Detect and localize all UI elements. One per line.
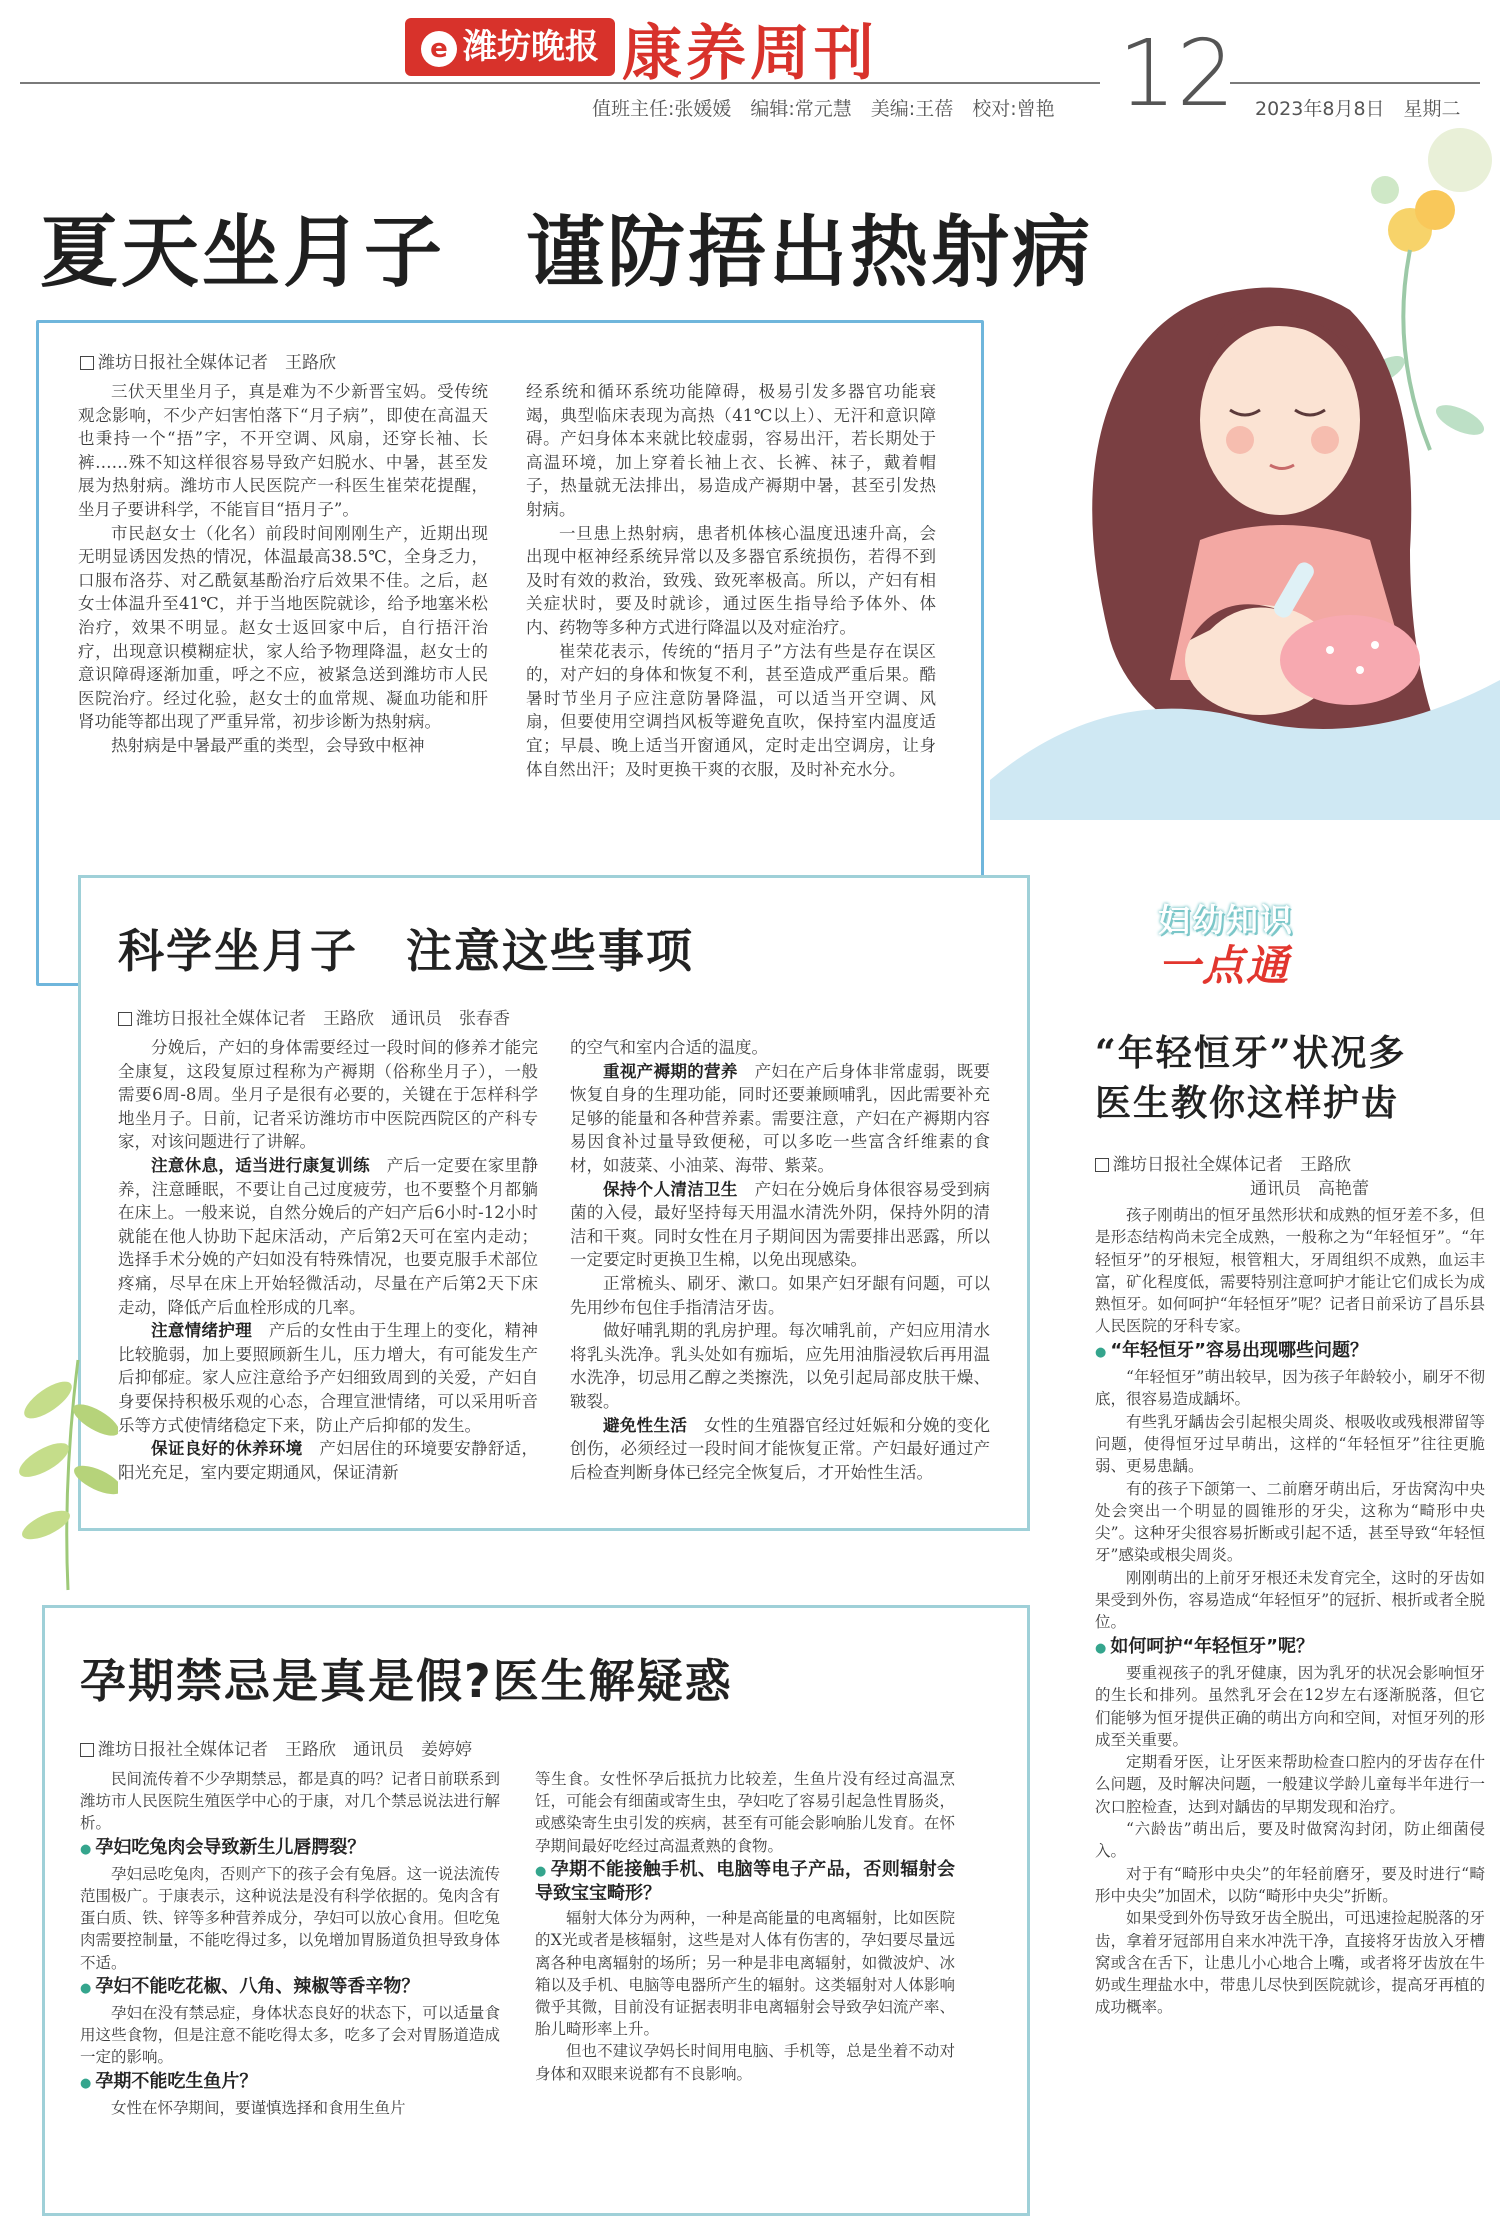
article3-headline: 孕期禁忌是真是假?医生解疑惑 [80,1654,733,1708]
subheading: ● 孕期不能吃生鱼片？ [80,2071,500,2095]
body-paragraph: 做好哺乳期的乳房护理。每次哺乳前，产妇应用清水将乳头洗净。乳头处如有痂垢，应先用油脂浸软后再用温水洗净，切忌用乙醇之类擦洗，以免引起局部皮肤干燥、皲裂。 [570,1321,990,1411]
lead-text: 产妇在产后身体非常虚弱，既要恢复自身的生理功能，同时还要兼顾哺乳，因此需要补充足够的能量和各种营养素。需要注意，产妇在产褥期内容易因食补过量导致便秘，可以多吃一些富含纤维素的食材，如菠菜、小油菜、海带、紫菜。 [570,1061,991,1175]
leaf-decoration-icon [8,1340,118,1600]
page-number: 12 [1118,20,1236,127]
sidebar-headline-line1: “年轻恒牙”状况多 [1095,1032,1407,1074]
body-paragraph: 有些乳牙龋齿会引起根尖周炎、根吸收或残根滞留等问题，使得恒牙过早萌出，这样的“年轻恒牙”往往更脆弱、更易患龋。 [1095,1412,1485,1476]
body-paragraph: 刚刚萌出的上前牙牙根还未发育完全，这时的牙齿如果受到外伤，容易造成“年轻恒牙”的冠折、根折或者全脱位。 [1095,1568,1485,1632]
article3-col1 [80,1768,500,2119]
lead-heading: 重视产褥期的营养 [603,1061,738,1081]
badge-bottom-text: 一点通 [1158,941,1291,990]
subheading: ● 孕妇不能吃花椒、八角、辣椒等香辛物？ [80,1976,500,2000]
body-paragraph: 要重视孩子的乳牙健康，因为乳牙的状况会影响恒牙的生长和排列。虽然乳牙会在12岁左右逐渐脱落，但它们能够为恒牙提供正确的萌出方向和空间，对恒牙列的形成至关重要。 [1095,1663,1485,1749]
lead-paragraph [118,1154,538,1319]
editor-credits: 值班主任:张媛媛 编辑:常元慧 美编:王蓓 校对:曾艳 [592,98,1055,120]
sidebar-body [1095,1204,1485,2019]
body-paragraph: “六龄齿”萌出后，要及时做窝沟封闭，防止细菌侵入。 [1095,1820,1485,1861]
subheading: ● 孕妇吃兔肉会导致新生儿唇腭裂？ [80,1837,500,1861]
lead-paragraph [570,1178,990,1272]
sidebar-headline-line2: 医生教你这样护齿 [1095,1082,1400,1124]
body-paragraph: 分娩后，产妇的身体需要经过一段时间的修养才能完全康复，这段复原过程称为产褥期（俗称坐月子），一般需要6周-8周。坐月子是很有必要的，关键在于怎样科学地坐月子。日前，记者采访潍坊市中医院西院区的产科专家，对该问题进行了讲解。 [118,1038,538,1152]
lead-text: 产妇居住的环境要安静舒适，阳光充足，室内要定期通风，保证清新 [118,1439,539,1482]
article1-paragraph: 一旦患上热射病，患者机体核心温度迅速升高，会出现中枢神经系统异常以及多器官系统损伤，若得不到及时有效的救治，致残、致死率极高。所以，产妇有相关症状时，要及时就诊，通过医生指导给予体外、体内、药物等多种方式进行降温以及对症治疗。 [526,523,936,637]
body-paragraph: 对于有“畸形中央尖”的年轻前磨牙，要及时进行“畸形中央尖”加固术，以防“畸形中央尖”折断。 [1095,1864,1485,1905]
body-paragraph: “年轻恒牙”萌出较早，因为孩子年龄较小，刷牙不彻底，很容易造成龋坏。 [1095,1368,1485,1409]
subheading: ● 孕期不能接触手机、电脑等电子产品，否则辐射会导致宝宝畸形？ [535,1859,955,1905]
body-paragraph: 女性在怀孕期间，要谨慎选择和食用生鱼片 [111,2098,406,2117]
lead-heading: 保证良好的休养环境 [151,1439,303,1459]
body-paragraph: 孕妇忌吃兔肉，否则产下的孩子会有兔唇。这一说法流传范围极广。于康表示，这种说法是没有科学依据的。兔肉含有蛋白质、铁、锌等多种营养成分，孕妇可以放心食用。但吃兔肉需要控制量，不能吃得过多，以免增加胃肠道负担导致身体不适。 [80,1864,500,1972]
lead-heading: 保持个人清洁卫生 [603,1179,738,1199]
byline-square-icon [80,1743,94,1757]
paper-logo-icon: e [421,31,457,67]
masthead-rule-right [1230,82,1480,84]
column-badge [1158,895,1358,990]
lead-heading: 避免性生活 [603,1415,688,1435]
lead-text: 女性的生殖器官经过妊娠和分娩的变化创伤，必须经过一段时间才能恢复正常。产妇最好通过产后检查判断身体已经完全恢复后，才开始性生活。 [570,1415,991,1482]
body-paragraph: 辐射大体分为两种，一种是高能量的电离辐射，比如医院的X光或者是核辐射，这些是对人体有伤害的，孕妇要尽量远离各种电离辐射的场所；另一种是非电离辐射，如微波炉、冰箱以及手机、电脑等电器所产生的辐射。这类辐射对人体影响微乎其微，目前没有证据表明非电离辐射会导致孕妇流产率、胎儿畸形率上升。 [535,1909,955,2039]
article1-paragraph: 市民赵女士（化名）前段时间刚刚生产，近期出现无明显诱因发热的情况，体温最高38.5℃，全身乏力，口服布洛芬、对乙酰氨基酚治疗后效果不佳。之后，赵女士体温升至41℃，并于当地医院就诊，给予地塞米松治疗，效果不明显。赵女士返回家中后，自行捂汗治疗，出现意识模糊症状，家人给予物理降温，赵女士的意识障碍逐渐加重，呼之不应，被紧急送到潍坊市人民医院治疗。经过化验，赵女士的血常规、凝血功能和肝肾功能等都出现了严重异常，初步诊断为热射病。 [78,523,488,732]
body-paragraph: 正常梳头、刷牙、漱口。如果产妇牙龈有问题，可以先用纱布包住手指清洁牙齿。 [570,1273,990,1317]
article2-col1 [118,1036,538,1484]
article1-paragraph: 三伏天里坐月子，真是难为不少新晋宝妈。受传统观念影响，不少产妇害怕落下“月子病”，即使在高温天也秉持一个“捂”字，不开空调、风扇，还穿长袖、长裤……殊不知这样很容易导致产妇脱水、中暑，甚至发展为热射病。潍坊市人民医院产一科医生崔荣花提醒，坐月子要讲科学，不能盲目“捂月子”。 [78,382,488,519]
byline-square-icon [118,1012,132,1026]
lead-paragraph [570,1414,990,1485]
section-title: 康养周刊 [622,19,878,89]
body-paragraph: 孩子刚萌出的恒牙虽然形状和成熟的恒牙差不多，但是形态结构尚未完全成熟，一般称之为“年轻恒牙”。“年轻恒牙”的牙根短，根管粗大，牙周组织不成熟，血运丰富，矿化程度低，需要特别注意呵护才能让它们成长为成熟恒牙。如何呵护“年轻恒牙”呢？记者日前采访了昌乐县人民医院的牙科专家。 [1095,1206,1485,1336]
lead-heading: 注意休息，适当进行康复训练 [151,1155,370,1175]
article1-paragraph: 崔荣花表示，传统的“捂月子”方法有些是存在误区的，对产妇的身体和恢复不利，甚至造成严重后果。酷暑时节坐月子应注意防暑降温，可以适当开空调、风扇，但要使用空调挡风板等避免直吹，保持室内温度适宜；早晨、晚上适当开窗通风，定时走出空调房，让身体自然出汗；及时更换干爽的衣服，及时补充水分。 [526,641,936,779]
paper-name: 潍坊晚报 [463,27,599,67]
paper-logo [405,18,615,76]
subheading: ● 如何呵护“年轻恒牙”呢？ [1095,1636,1485,1660]
byline-square-icon [1095,1158,1109,1172]
lead-text: 产妇在分娩后身体很容易受到病菌的入侵，最好坚持每天用温水清洗外阴，保持外阴的清洁和干爽。同时女性在月子期间因为需要排出恶露，所以一定要定时更换卫生棉，以免出现感染。 [570,1179,991,1270]
lead-heading: 注意情绪护理 [151,1321,253,1341]
body-paragraph: 等生食。女性怀孕后抵抗力比较差，生鱼片没有经过高温烹饪，可能会有细菌或寄生虫，孕妇吃了容易引起急性胃肠炎，或感染寄生虫引发的疾病，甚至有可能会影响胎儿发育。在怀孕期间最好吃经过高温煮熟的食物。 [535,1770,955,1855]
article1-paragraph: 热射病是中暑最严重的类型，会导致中枢神 [111,735,425,755]
article1-col2 [526,380,936,781]
article1-paragraph: 经系统和循环系统功能障碍，极易引发多器官功能衰竭，典型临床表现为高热（41℃以上）、无汗和意识障碍。产妇身体本来就比较虚弱，容易出汗，若长期处于高温环境，加上穿着长袖上衣、长裤、袜子，戴着帽子，热量就无法排出，易造成产褥期中暑，甚至引发热射病。 [526,382,936,519]
subheading: ● “年轻恒牙”容易出现哪些问题？ [1095,1340,1485,1364]
body-paragraph: 有的孩子下颌第一、二前磨牙萌出后，牙齿窝沟中央处会突出一个明显的圆锥形的牙尖，这称为“畸形中央尖”。这种牙尖很容易折断或引起不适，甚至导致“年轻恒牙”感染或根尖周炎。 [1095,1479,1485,1565]
article2-byline: 潍坊日报社全媒体记者 王路欣 通讯员 张春香 [118,1004,510,1029]
masthead-rule-left [20,82,1100,84]
article3-col2 [535,1768,955,2085]
badge-top-text: 妇幼知识 [1158,901,1295,939]
sidebar-byline-2: 通讯员 高艳蕾 [1250,1179,1369,1199]
body-paragraph: 民间流传着不少孕期禁忌，都是真的吗？记者日前联系到潍坊市人民医院生殖医学中心的于康，对几个禁忌说法进行解析。 [80,1770,500,1833]
lead-text: 产后的女性由于生理上的变化，精神比较脆弱，加上要照顾新生儿，压力增大，有可能发生产后抑郁症。家人应注意给予产妇细致周到的关爱，产妇自身要保持积极乐观的心态，合理宣泄情绪，可以采用听音乐等方式使情绪稳定下来，防止产后抑郁的发生。 [118,1321,539,1435]
lead-paragraph [570,1060,990,1178]
lead-text: 产后一定要在家里静养，注意睡眠，不要让自己过度疲劳，也不要整个月都躺在床上。一般来说，自然分娩后的产妇产后6小时-12小时就能在他人协助下起床活动，产后第2天可在室内走动；选择手术分娩的产妇如没有特殊情况，也要克服手术部位疼痛，尽早在床上开始轻微活动，尽量在产后第2天下床走动，降低产后血栓形成的几率。 [118,1155,539,1317]
body-paragraph: 的空气和室内合适的温度。 [570,1038,768,1057]
sidebar-byline: 潍坊日报社全媒体记者 王路欣 [1095,1150,1351,1175]
body-paragraph: 孕妇在没有禁忌症，身体状态良好的状态下，可以适量食用这些食物，但是注意不能吃得太多，吃多了会对胃肠道造成一定的影响。 [80,2004,500,2067]
main-headline: 夏天坐月子 谨防捂出热射病 [40,208,1094,298]
body-paragraph: 如果受到外伤导致牙齿全脱出，可迅速捡起脱落的牙齿，拿着牙冠部用自来水冲洗干净，直接将牙齿放入牙槽窝或含在舌下，让患儿小心地合上嘴，或者将牙齿放在牛奶或生理盐水中，带患儿尽快到医院就诊，提高牙再植的成功概率。 [1095,1909,1485,2017]
lead-paragraph [118,1437,538,1484]
lead-paragraph [118,1319,538,1437]
body-paragraph: 定期看牙医，让牙医来帮助检查口腔内的牙齿存在什么问题，及时解决问题，一般建议学龄儿童每半年进行一次口腔检查，达到对龋齿的早期发现和治疗。 [1095,1753,1485,1816]
article2-headline: 科学坐月子 注意这些事项 [118,924,694,978]
article1-col1 [78,380,488,758]
article2-col2 [570,1036,990,1484]
issue-date: 2023年8月8日 星期二 [1255,98,1461,120]
article1-byline: 潍坊日报社全媒体记者 王路欣 [80,348,336,373]
byline-square-icon [80,356,94,370]
body-paragraph: 但也不建议孕妈长时间用电脑、手机等，总是坐着不动对身体和双眼来说都有不良影响。 [535,2042,955,2083]
article3-byline: 潍坊日报社全媒体记者 王路欣 通讯员 姜婷婷 [80,1735,472,1760]
